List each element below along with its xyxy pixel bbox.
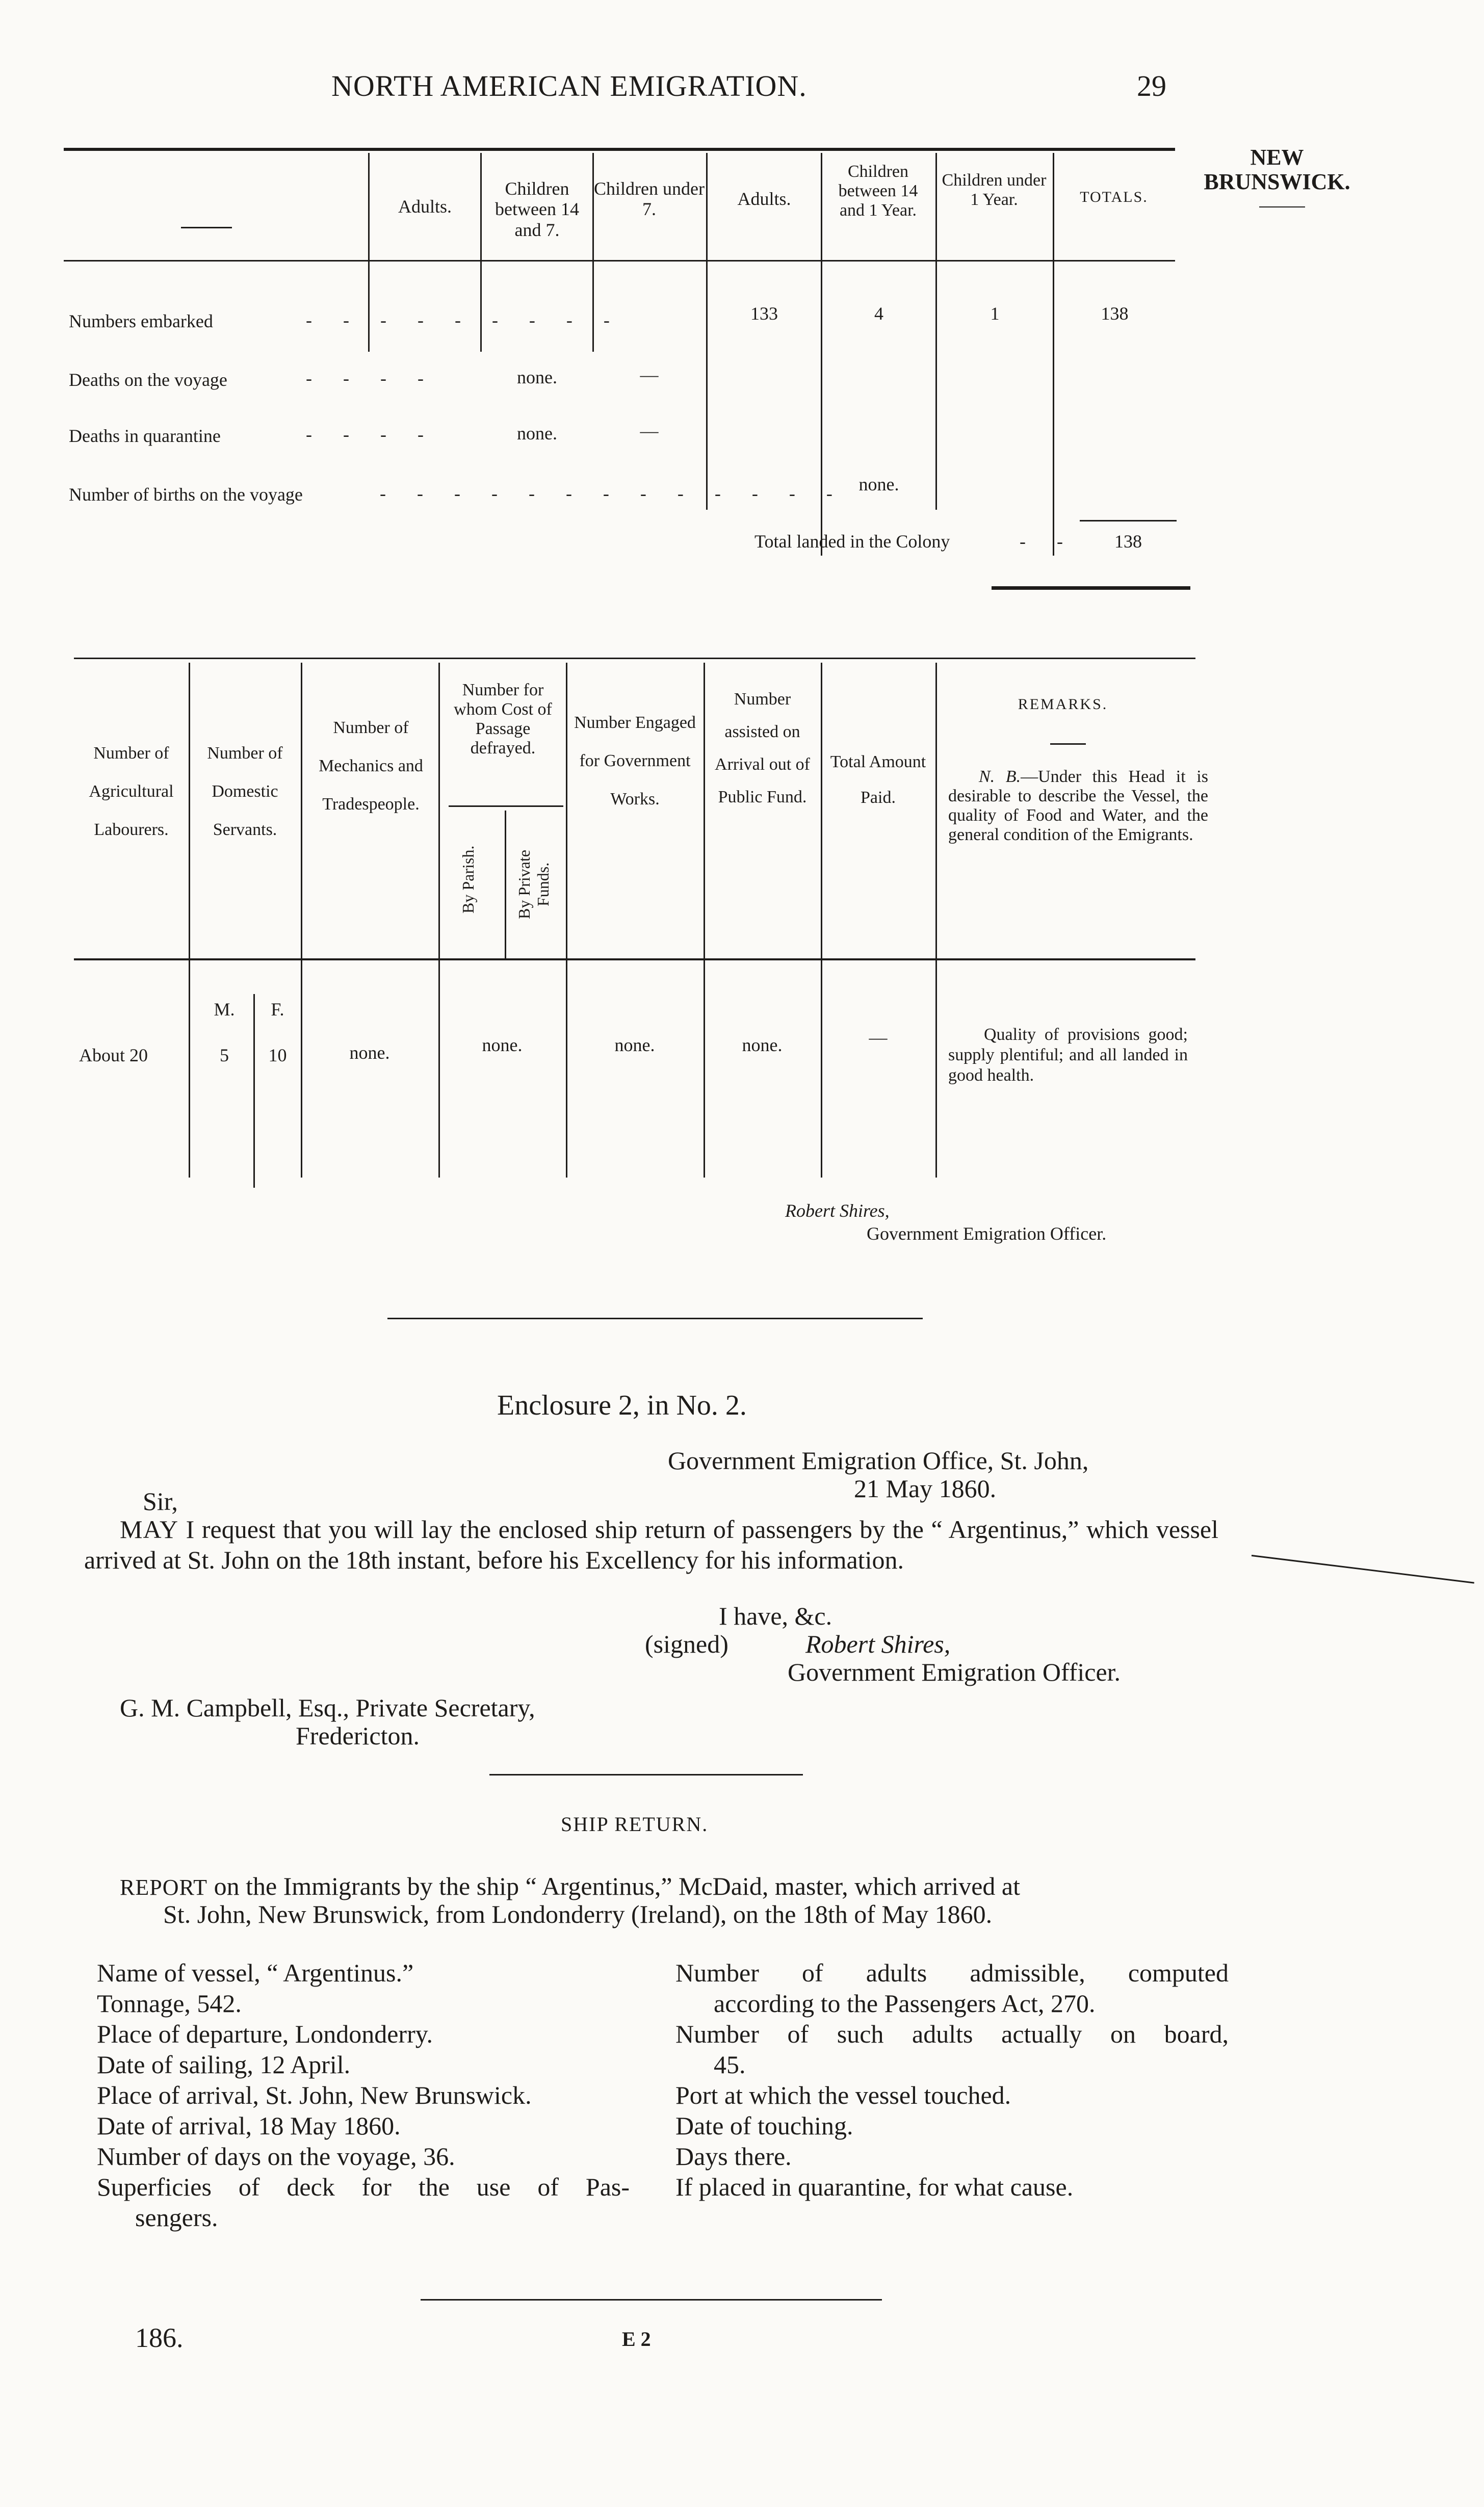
date-of-arrival: Date of arrival, 18 May 1860. — [97, 2111, 401, 2140]
adults-on-board: Number of such adults actually on board, — [675, 2020, 1229, 2048]
section-divider — [421, 2299, 882, 2301]
embarked-children-14-1: 4 — [874, 303, 883, 324]
enclosure-title: Enclosure 2, in No. 2. — [497, 1390, 747, 1421]
remarks-note — [948, 767, 1208, 845]
table2-col-divider — [505, 811, 506, 958]
margin-note — [1193, 145, 1361, 194]
header-children-14-7: Children between 14 and 7. — [495, 178, 579, 240]
margin-note-line-1: NEW — [1250, 145, 1304, 170]
header-by-private-funds: By Private Funds. — [515, 850, 552, 919]
signer-name: Robert Shires, — [805, 1630, 951, 1658]
header-agricultural: Number of Agricultural Labourers. — [89, 744, 174, 839]
letter-body-text: I request that you will lay the enclosed ship return of passengers by the “ Argentinus,” which vessel arrived at St. John on the 18th instant, before his Excellency for his information. — [84, 1515, 1219, 1574]
section-divider — [387, 1318, 923, 1319]
adults-on-board-cont: 45. — [714, 2050, 746, 2079]
deck-superficies: Superficies of deck for the use of Pas- — [97, 2173, 630, 2201]
header-dash — [181, 227, 232, 228]
deck-superficies-cont: sengers. — [135, 2203, 218, 2232]
place-of-arrival: Place of arrival, St. John, New Brunswick. — [97, 2081, 532, 2109]
domestic-m-label: M. — [214, 999, 235, 1020]
deaths-quarantine-children-under-7: — — [640, 421, 659, 441]
table2-header-rule — [74, 958, 1195, 960]
page-number: 29 — [1137, 69, 1166, 102]
header-assisted: Number assisted on Arrival out of Public Fund. — [715, 690, 810, 806]
signed-label: (signed) — [645, 1630, 728, 1658]
header-domestic: Number of Domestic Servants. — [207, 744, 283, 839]
margin-note-line-2: BRUNSWICK. — [1204, 169, 1350, 194]
total-landed-value: 138 — [1114, 531, 1142, 552]
remarks-value: Quality of provisions good; supply plentiful; and all landed in good health. — [948, 1025, 1188, 1085]
header-total-amount: Total Amount Paid. — [830, 752, 926, 807]
header-children-under-1: Children under 1 Year. — [942, 171, 1047, 210]
header-remarks: REMARKS. — [1018, 696, 1108, 713]
date-of-sailing: Date of sailing, 12 April. — [97, 2050, 351, 2079]
adults-admissible-cont: according to the Passengers Act, 270. — [714, 1989, 1096, 2018]
port-touched: Port at which the vessel touched. — [675, 2081, 1011, 2109]
salutation: Sir, — [143, 1487, 178, 1516]
report-line-1 — [120, 1871, 1231, 1903]
government-value: none. — [614, 1035, 655, 1055]
signer-title: Government Emigration Officer. — [788, 1658, 1121, 1686]
footer-number: 186. — [135, 2322, 184, 2353]
mechanics-value: none. — [349, 1042, 390, 1063]
header-passage: Number for whom Cost of Passage defrayed. — [454, 681, 552, 758]
remarks-rule — [1050, 743, 1086, 745]
leader-dots: - - - - - - - - - - - - - — [380, 483, 846, 504]
vessel-name: Name of vessel, “ Argentinus.” — [97, 1958, 414, 1987]
row-label-embarked: Numbers embarked — [69, 311, 213, 331]
domestic-f-label: F. — [271, 999, 284, 1020]
section-divider — [489, 1774, 803, 1775]
table2-col-divider — [189, 663, 190, 1178]
embarked-adults: 133 — [750, 303, 778, 324]
header-children-14-1: Children between 14 and 1 Year. — [838, 162, 918, 220]
domestic-f-value: 10 — [268, 1045, 287, 1065]
row-label-deaths-voyage: Deaths on the voyage — [69, 370, 227, 390]
days-on-voyage: Number of days on the voyage, 36. — [97, 2142, 455, 2171]
report-line-2: St. John, New Brunswick, from Londonderry (Ireland), on the 18th of May 1860. — [163, 1900, 993, 1928]
adults-admissible: Number of adults admissible, computed — [675, 1958, 1229, 1987]
letter-date: 21 May 1860. — [854, 1474, 997, 1503]
passage-sub-rule — [449, 805, 563, 807]
remarks-nb-label: N. B. — [979, 767, 1021, 786]
header-by-parish: By Parish. — [459, 845, 477, 913]
place-of-departure: Place of departure, Londonderry. — [97, 2020, 433, 2048]
deaths-quarantine-children-14-7: none. — [517, 423, 557, 443]
total-amount-value: — — [869, 1027, 888, 1048]
report-line-1-text: on the Immigrants by the ship “ Argentinus,” McDaid, master, which arrived at — [214, 1872, 1020, 1900]
report-lead: REPORT — [120, 1875, 208, 1900]
table1-header-rule — [64, 260, 1175, 262]
deaths-voyage-children-14-7: none. — [517, 367, 557, 387]
embarked-children-under-1: 1 — [990, 303, 1000, 324]
header-adults-2: Adults. — [737, 189, 791, 209]
return-left-column — [97, 1957, 630, 2233]
office-address: Government Emigration Office, St. John, — [668, 1446, 1089, 1475]
running-head: NORTH AMERICAN EMIGRATION. — [331, 69, 807, 102]
leader-dots: - - - - — [306, 424, 437, 445]
deaths-voyage-children-under-7: — — [640, 364, 659, 385]
header-children-under-7: Children under 7. — [594, 178, 705, 220]
total-landed-label: Total landed in the Colony — [754, 531, 950, 552]
row-label-deaths-quarantine: Deaths in quarantine — [69, 426, 221, 446]
table2-col-divider — [253, 994, 255, 1188]
recipient-line-1: G. M. Campbell, Esq., Private Secretary, — [120, 1693, 535, 1722]
header-adults: Adults. — [398, 196, 452, 217]
table2-col-divider — [821, 663, 822, 1178]
embarked-total: 138 — [1101, 303, 1129, 324]
letter-body — [84, 1514, 1218, 1575]
table2-col-divider — [566, 663, 567, 1178]
recipient-line-2: Fredericton. — [296, 1721, 420, 1750]
margin-stroke — [1252, 1555, 1474, 1584]
passage-value: none. — [482, 1035, 523, 1055]
return-right-column — [675, 1957, 1229, 2202]
letter-body-lead: MAY — [120, 1515, 179, 1544]
agricultural-value: About 20 — [79, 1045, 148, 1065]
margin-note-rule — [1259, 206, 1305, 207]
table2-col-divider — [438, 663, 440, 1178]
days-there: Days there. — [675, 2142, 792, 2171]
table-signature-title: Government Emigration Officer. — [867, 1223, 1107, 1244]
births-value: none. — [858, 474, 899, 494]
table2-col-divider — [301, 663, 302, 1178]
assisted-value: none. — [742, 1035, 783, 1055]
total-bottom-rule — [992, 586, 1190, 590]
header-totals: TOTALS. — [1080, 189, 1148, 205]
table2-col-divider — [935, 663, 937, 1178]
leader-dots: - - - - — [306, 368, 437, 388]
footer-signature: E 2 — [622, 2328, 651, 2351]
quarantine-cause: If placed in quarantine, for what cause. — [675, 2173, 1074, 2201]
table2-col-divider — [704, 663, 705, 1178]
table1-top-rule — [64, 148, 1175, 151]
table1-col-divider — [1053, 153, 1054, 556]
total-top-rule — [1080, 520, 1177, 521]
table-signature-name: Robert Shires, — [785, 1200, 890, 1221]
header-mechanics: Number of Mechanics and Tradespeople. — [319, 718, 423, 814]
ship-return-title: SHIP RETURN. — [561, 1813, 709, 1836]
table1-col-divider — [935, 153, 937, 510]
closing: I have, &c. — [719, 1602, 832, 1630]
header-government: Number Engaged for Government Works. — [574, 713, 696, 808]
date-of-touching: Date of touching. — [675, 2111, 853, 2140]
leader-dots: - - - - - - - - - — [306, 310, 623, 330]
remarks-nb-text: —Under this Head it is desirable to describe the Vessel, the quality of Food and Water, and the general condition of the Emigrants. — [948, 767, 1208, 844]
row-label-births: Number of births on the voyage — [69, 484, 303, 505]
leader-dots: - - — [1020, 531, 1076, 552]
tonnage: Tonnage, 542. — [97, 1989, 242, 2018]
table2-top-rule — [74, 658, 1195, 659]
domestic-m-value: 5 — [220, 1045, 229, 1065]
